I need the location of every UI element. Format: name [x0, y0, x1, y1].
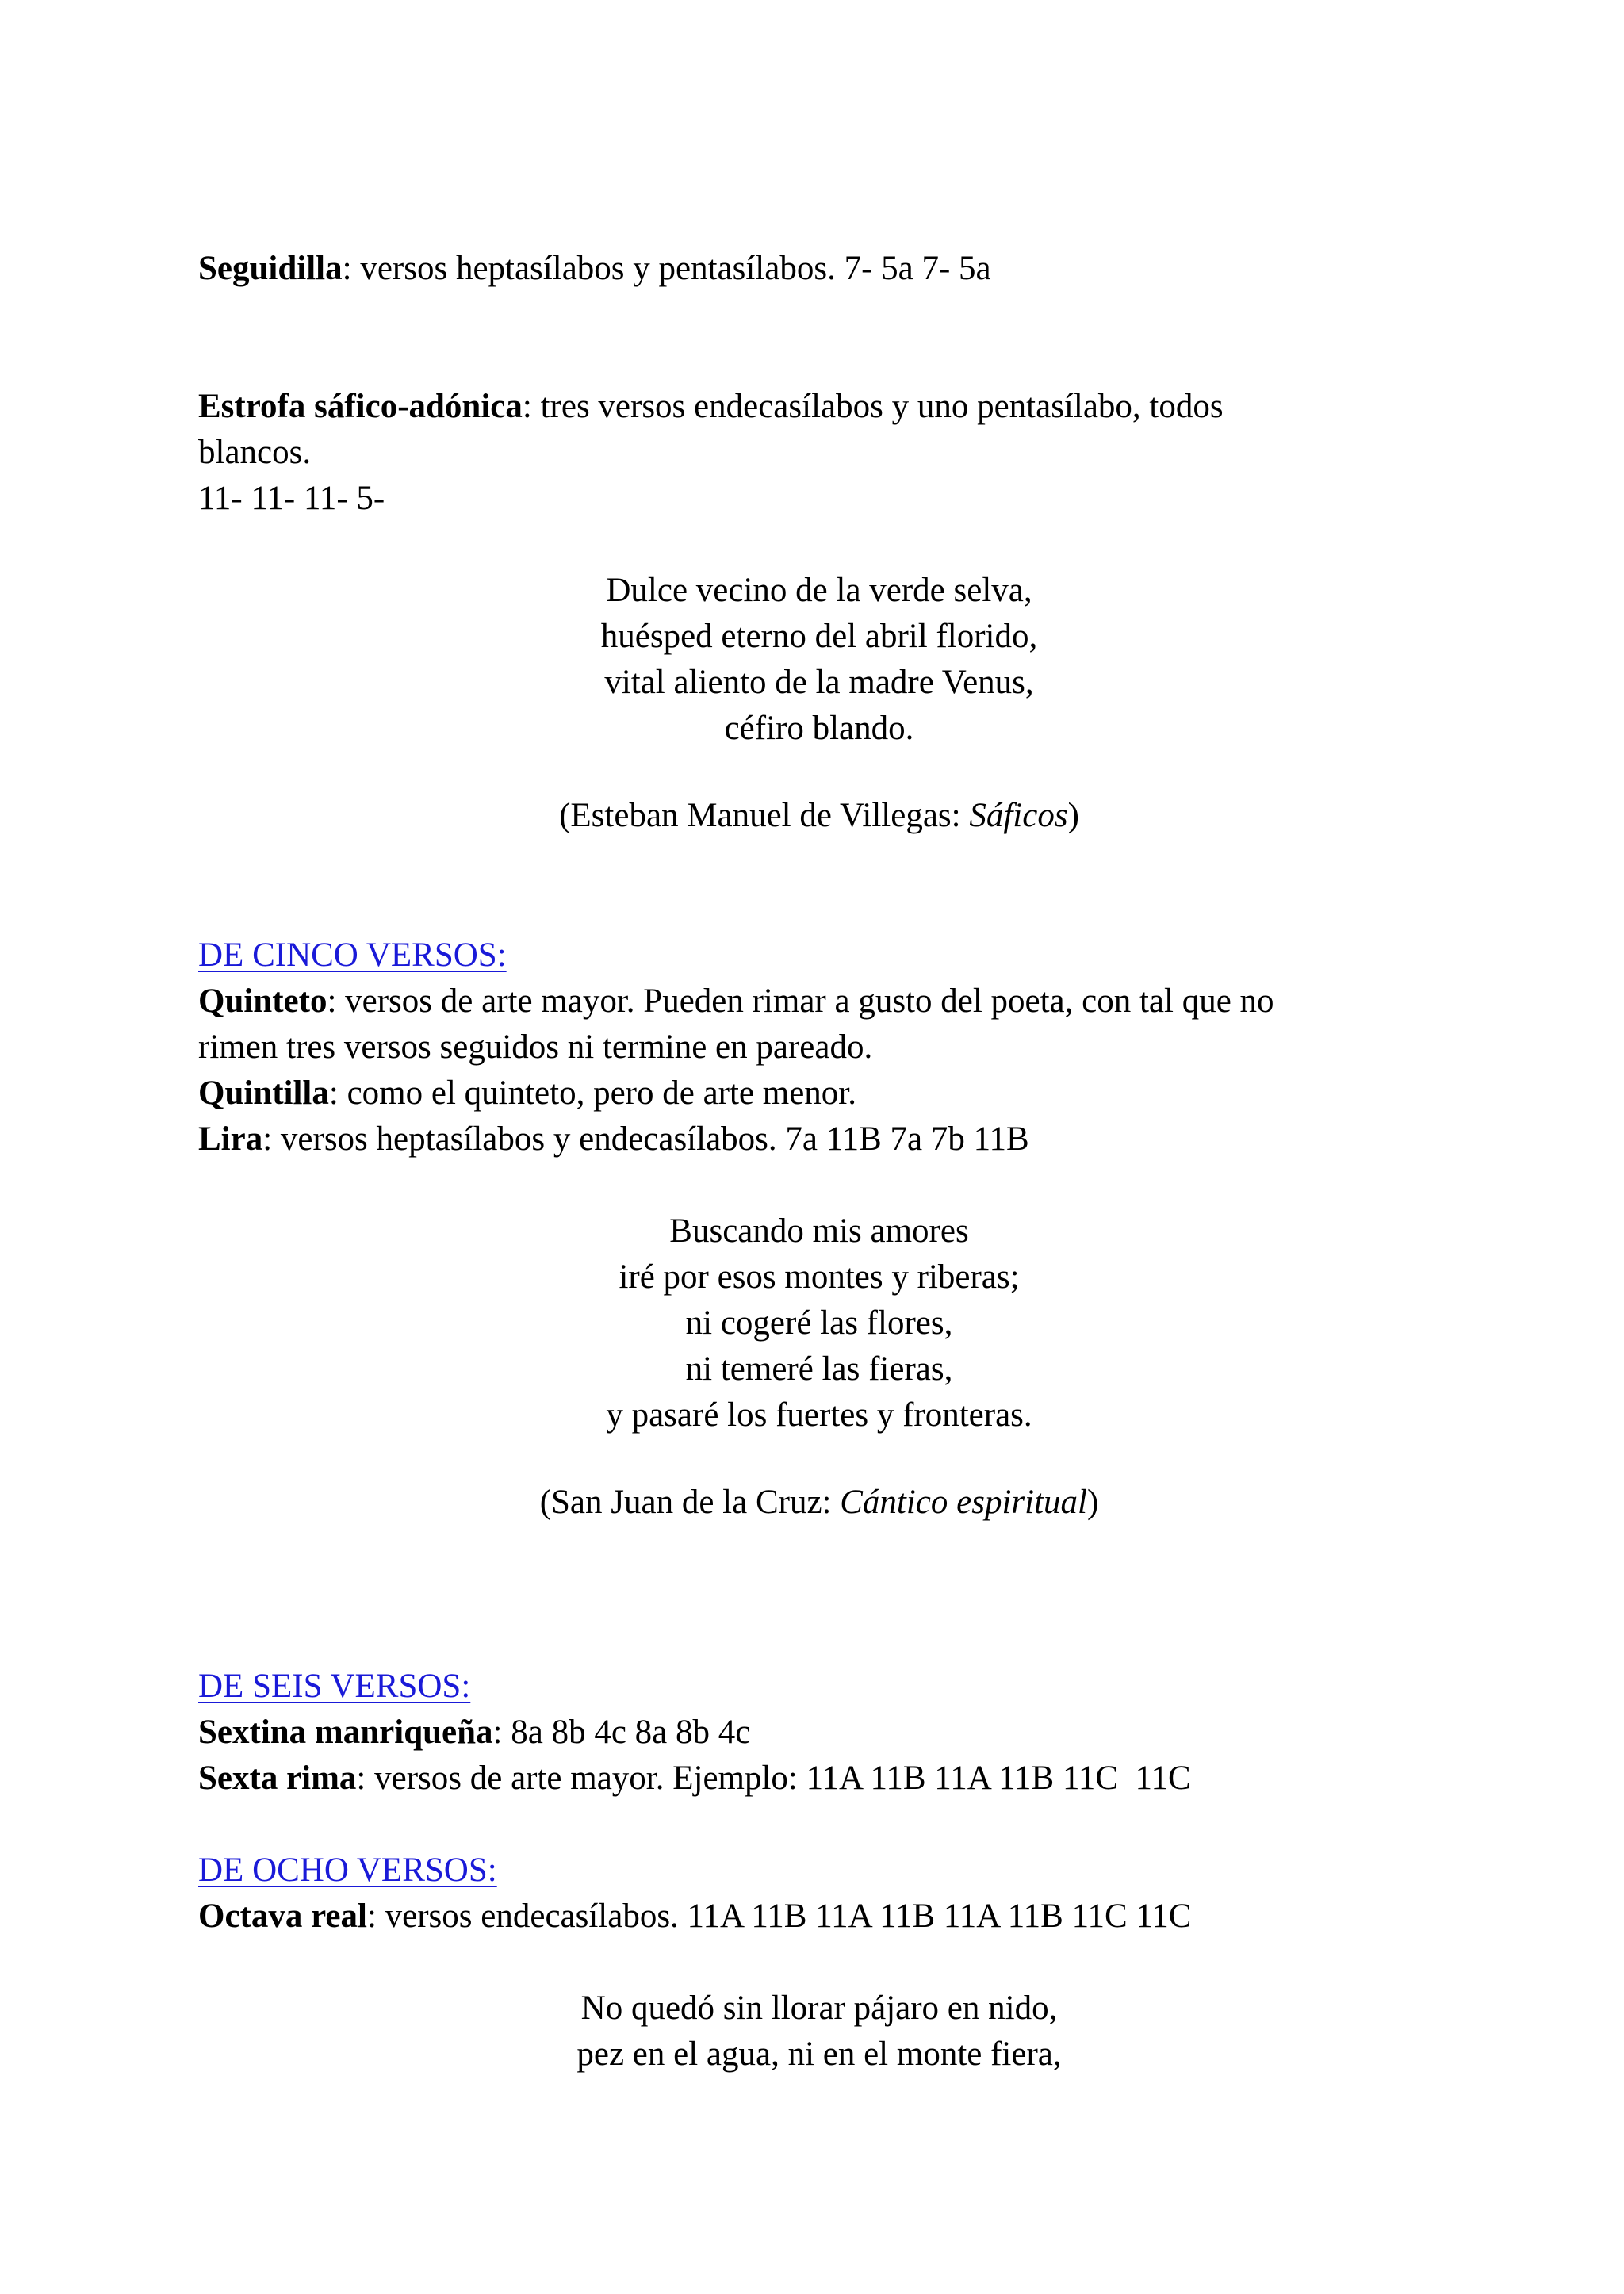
citation-author: (San Juan de la Cruz: [539, 1484, 841, 1521]
octava-text: : versos endecasílabos. 11A 11B 11A 11B 11A 11B 11C 11C [366, 1898, 1192, 1935]
term-quintilla: Quintilla [198, 1074, 329, 1112]
verse-line: vital aliento de la madre Venus, [604, 664, 1034, 701]
verse-line: No quedó sin llorar pájaro en nido, [580, 1990, 1058, 2027]
verse-line: Dulce vecino de la verde selva, [606, 572, 1032, 609]
seguidilla-definition [198, 246, 991, 292]
seguidilla-text: : versos heptasílabos y pentasílabos. 7- 5a 7- 5a [342, 250, 991, 287]
heading-cinco-versos[interactable]: DE CINCO VERSOS: [198, 936, 507, 974]
term-lira: Lira [198, 1120, 263, 1158]
lira-verse [0, 1208, 1624, 1438]
quinteto-text-line2: rimen tres versos seguidos ni termine en pareado. [198, 1028, 873, 1066]
citation-title: Sáficos [969, 797, 1068, 834]
term-quinteto: Quinteto [198, 982, 327, 1020]
citation-close: ) [1067, 797, 1079, 834]
term-sextina: Sextina manriqueña [198, 1714, 493, 1751]
verse-line: pez en el agua, ni en el monte fiera, [576, 2035, 1062, 2073]
lira-definition [198, 1116, 1029, 1162]
term-seguidilla: Seguidilla [198, 250, 343, 287]
quinteto-text: : versos de arte mayor. Pueden rimar a gusto del poeta, con tal que no [327, 982, 1274, 1020]
term-sexta-rima: Sexta rima [198, 1760, 357, 1797]
heading-ocho-versos[interactable]: DE OCHO VERSOS: [198, 1852, 497, 1889]
verse-line: ni cogeré las flores, [685, 1304, 953, 1342]
safico-definition [198, 384, 1224, 430]
verse-line: y pasaré los fuertes y fronteras. [606, 1396, 1032, 1434]
verse-line: iré por esos montes y riberas; [619, 1258, 1020, 1296]
lira-citation [0, 1480, 1624, 1526]
octava-verse [0, 1986, 1624, 2078]
verse-line: huésped eterno del abril florido, [600, 618, 1038, 655]
sextina-text: : 8a 8b 4c 8a 8b 4c [492, 1714, 751, 1751]
citation-close: ) [1086, 1484, 1099, 1521]
heading-seis-versos[interactable]: DE SEIS VERSOS: [198, 1668, 471, 1705]
safico-text: : tres versos endecasílabos y uno pentasílabo, todos [522, 388, 1224, 425]
safico-text-line2: blancos. [198, 434, 312, 471]
term-safico: Estrofa sáfico-adónica [198, 388, 523, 425]
quintilla-definition [198, 1070, 856, 1116]
sexta-definition [198, 1756, 1191, 1802]
safico-verse [0, 568, 1624, 752]
lira-text: : versos heptasílabos y endecasílabos. 7a 11B 7a 7b 11B [262, 1120, 1029, 1158]
verse-line: Buscando mis amores [669, 1212, 969, 1250]
sextina-definition [198, 1710, 750, 1756]
verse-line: céfiro blando. [724, 710, 914, 747]
quinteto-definition [198, 978, 1274, 1024]
verse-line: ni temeré las fieras, [685, 1350, 953, 1388]
citation-title: Cántico espiritual [840, 1484, 1087, 1521]
sexta-text: : versos de arte mayor. Ejemplo: 11A 11B 11A 11B 11C 11C [356, 1760, 1191, 1797]
octava-definition [198, 1894, 1192, 1940]
quintilla-text: : como el quinteto, pero de arte menor. [328, 1074, 856, 1112]
safico-citation [0, 793, 1624, 839]
term-octava-real: Octava real [198, 1898, 367, 1935]
safico-scheme: 11- 11- 11- 5- [198, 480, 385, 517]
citation-author: (Esteban Manuel de Villegas: [559, 797, 970, 834]
